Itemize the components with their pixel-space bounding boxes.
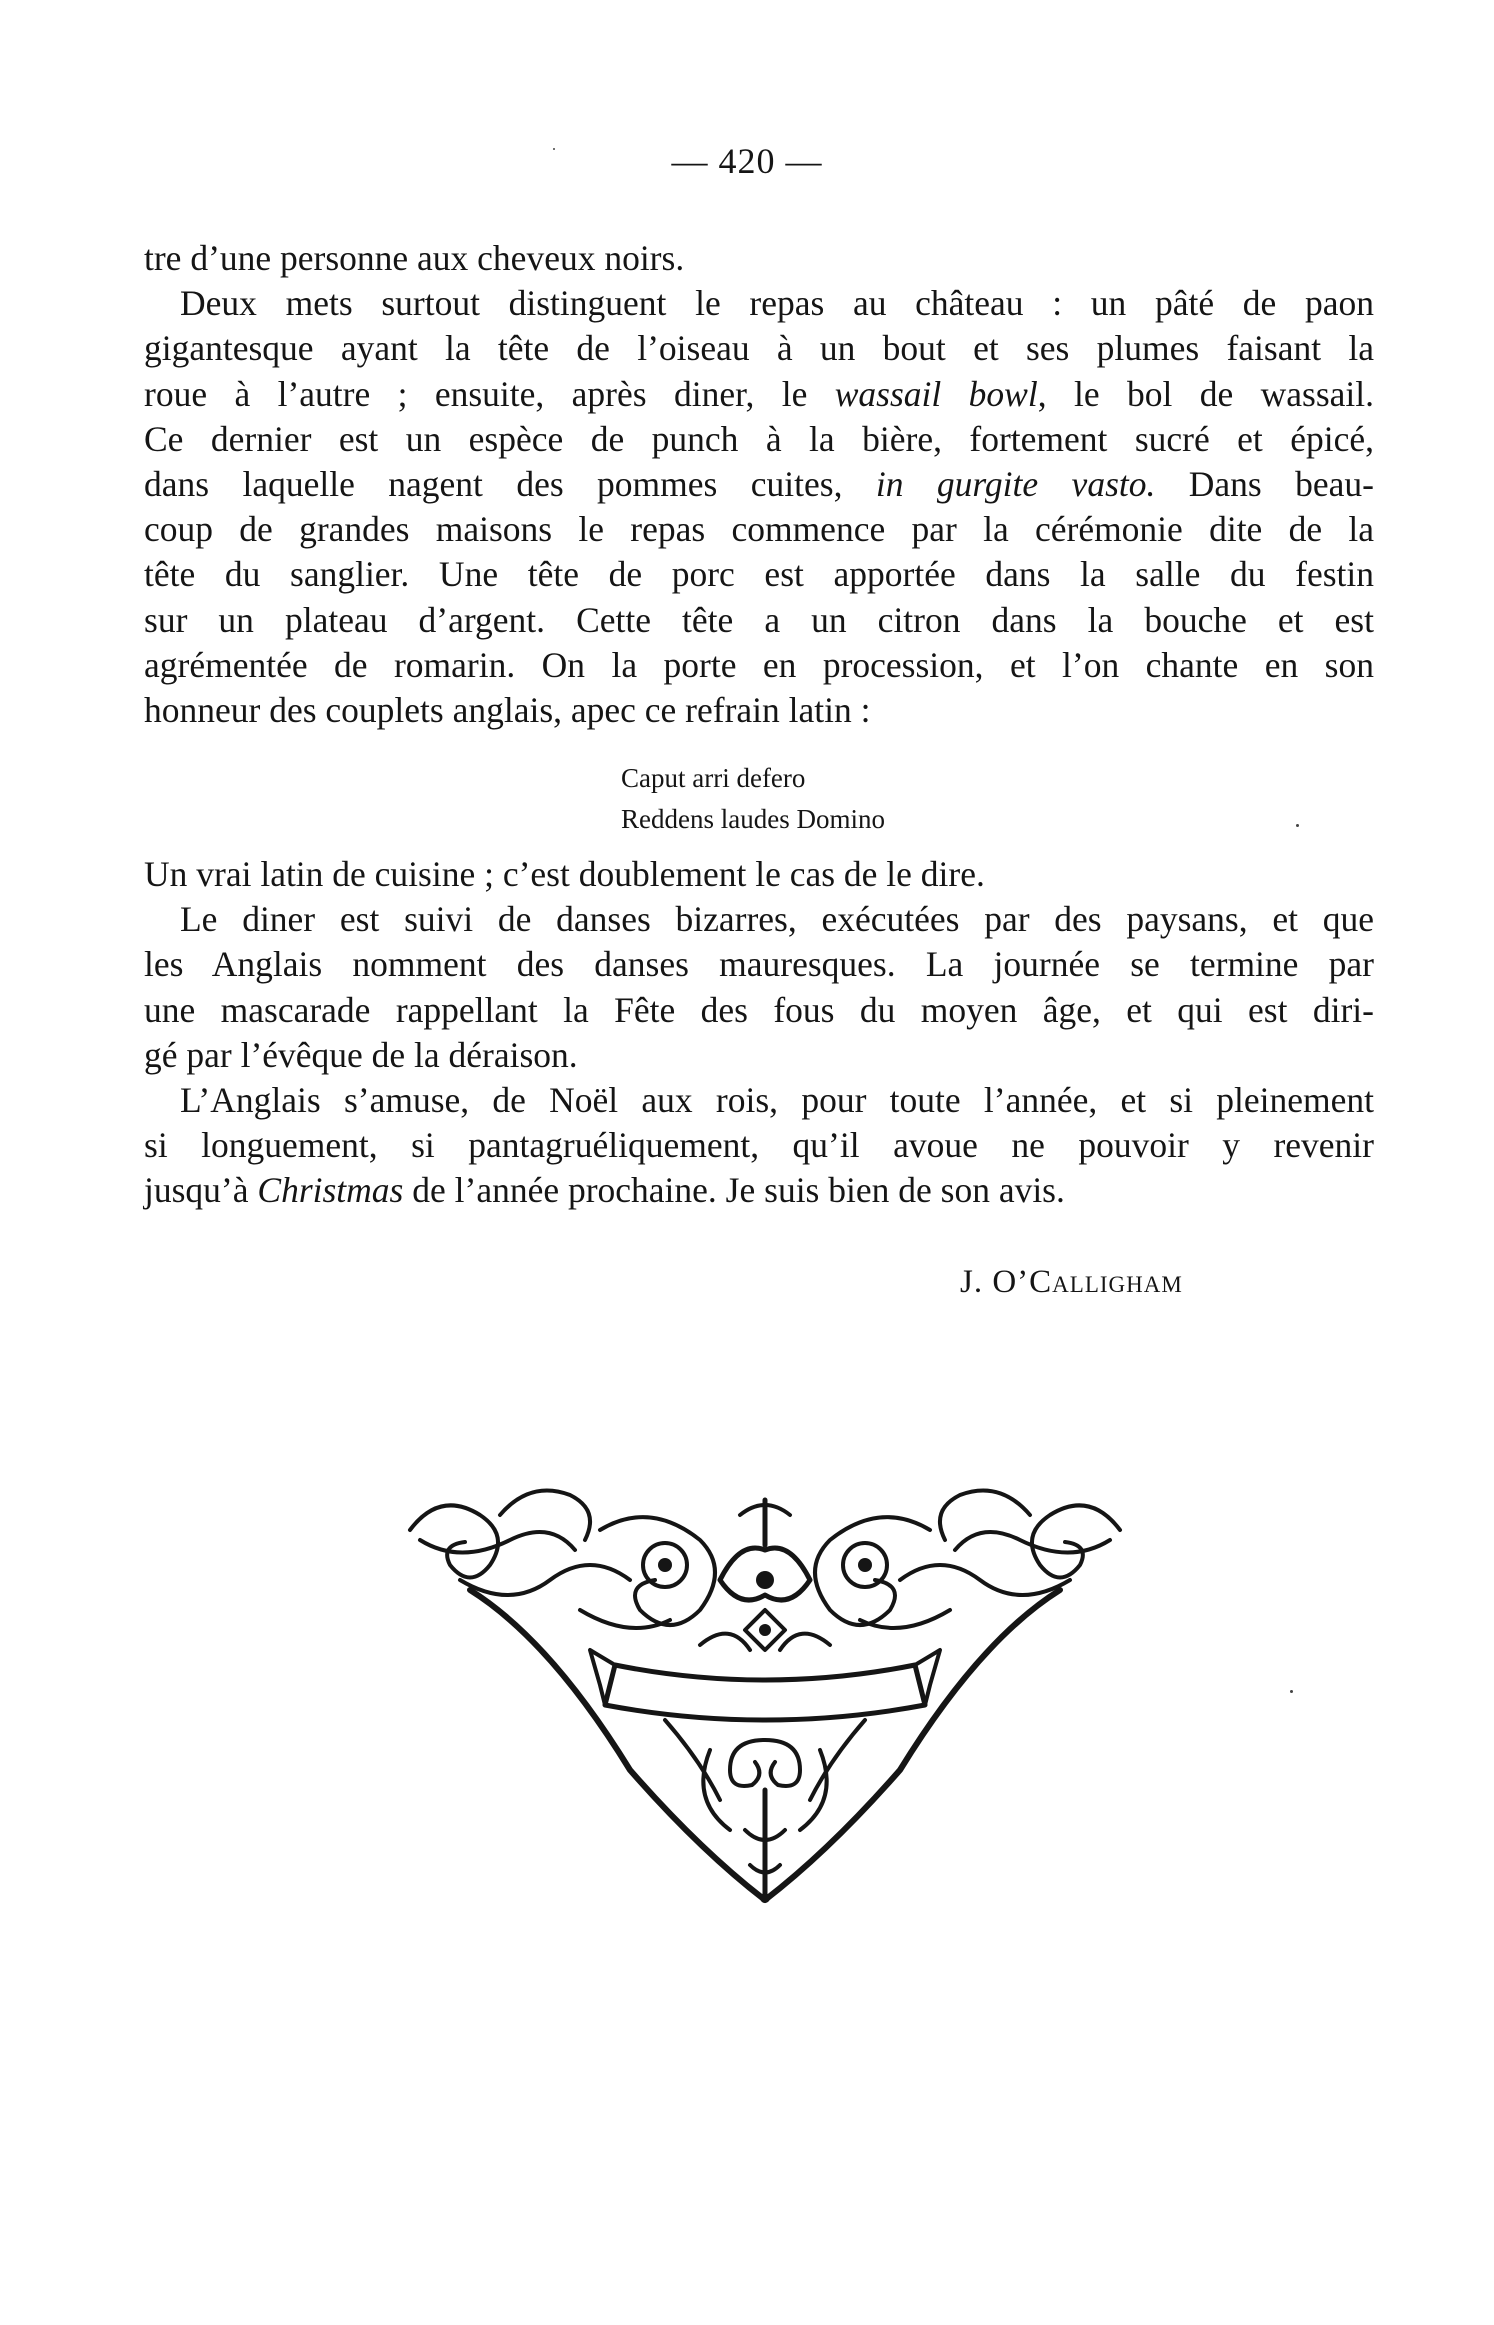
signature-name: O’Calligham xyxy=(992,1264,1183,1300)
text-line: les Anglais nomment des danses mauresques. La journée se termine par xyxy=(144,944,1374,985)
page-number: — 420 — xyxy=(671,141,823,181)
text-line: tre d’une personne aux cheveux noirs. xyxy=(144,238,685,278)
text-line: Un vrai latin de cuisine ; c’est doublement le cas de le dire. xyxy=(144,854,985,894)
text-run: Dans beau- xyxy=(1155,463,1375,504)
verse-line: Caput arri defero xyxy=(621,763,806,793)
verse-line: Reddens laudes Domino xyxy=(621,804,885,834)
text-line: honneur des couplets anglais, apec ce refrain latin : xyxy=(144,689,871,730)
body-text-top xyxy=(144,236,1374,733)
text-run: de l’année prochaine. Je suis bien de son avis. xyxy=(403,1170,1065,1211)
text-line: sur un plateau d’argent. Cette tête a un citron dans la bouche et est xyxy=(144,599,1374,640)
text-line xyxy=(144,372,1374,417)
text-line: une mascarade rappellant la Fête des fous du moyen âge, et qui est diri- xyxy=(144,989,1374,1030)
body-text-bottom xyxy=(144,852,1374,1214)
text-line xyxy=(144,1168,1374,1213)
text-line: si longuement, si pantagruéliquement, qu’il avoue ne pouvoir y revenir xyxy=(144,1125,1374,1166)
author-signature xyxy=(960,1264,1183,1301)
text-run: roue à l’autre ; ensuite, après diner, le xyxy=(144,373,835,414)
italic-term: wassail bowl xyxy=(834,373,1038,414)
print-speck xyxy=(553,148,555,150)
text-line xyxy=(144,462,1374,507)
text-line: Ce dernier est un espèce de punch à la bière, fortement sucré et épicé, xyxy=(144,418,1374,459)
text-line: tête du sanglier. Une tête de porc est apportée dans la salle du festin xyxy=(144,554,1374,595)
latin-refrain xyxy=(621,758,885,840)
text-run: jusqu’à xyxy=(144,1170,258,1211)
floral-tailpiece-ornament-icon xyxy=(400,1470,1130,1910)
italic-term: in gurgite vasto. xyxy=(875,463,1156,504)
text-line: gigantesque ayant la tête de l’oiseau à un bout et ses plumes faisant la xyxy=(144,328,1374,369)
print-speck xyxy=(1290,1690,1293,1693)
text-run: , le bol de wassail. xyxy=(1037,373,1374,414)
text-line: coup de grandes maisons le repas commence par la cérémonie dite de la xyxy=(144,509,1374,550)
text-line: Deux mets surtout distinguent le repas au château : un pâté de paon xyxy=(180,283,1374,324)
text-line: gé par l’évêque de la déraison. xyxy=(144,1034,578,1075)
signature-initial: J. xyxy=(960,1264,984,1300)
italic-term: Christmas xyxy=(257,1170,404,1211)
print-speck xyxy=(1296,824,1299,827)
text-run: dans laquelle nagent des pommes cuites, xyxy=(144,463,876,504)
text-line: Le diner est suivi de danses bizarres, exécutées par des paysans, et que xyxy=(180,899,1374,940)
text-line: L’Anglais s’amuse, de Noël aux rois, pour toute l’année, et si pleinement xyxy=(180,1079,1374,1120)
text-line: agrémentée de romarin. On la porte en procession, et l’on chante en son xyxy=(144,644,1374,685)
